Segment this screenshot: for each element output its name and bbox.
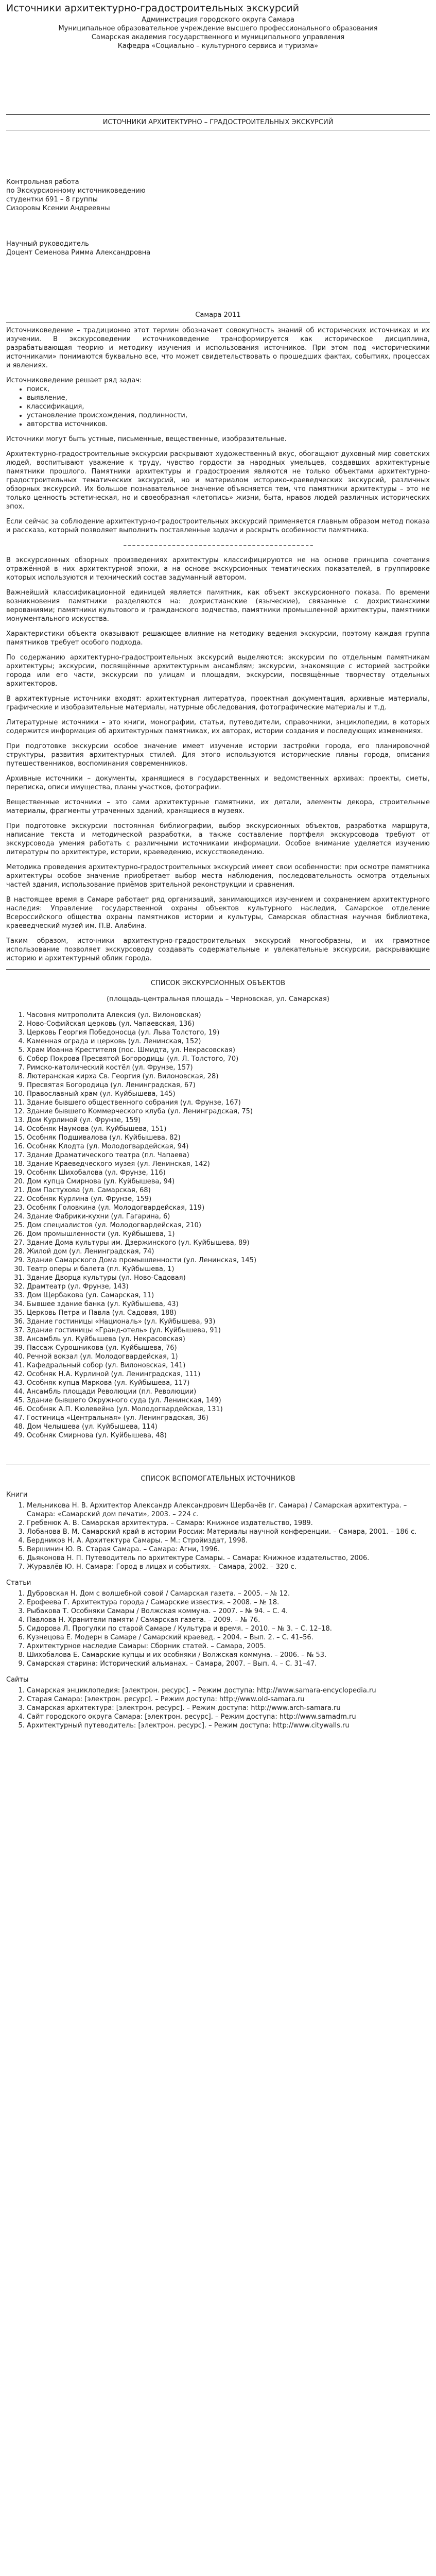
list-item: 29. Здание Самарского Дома промышленности (ул. Ленинская, 145) bbox=[27, 1256, 430, 1265]
list-item: 5. Архитектурный путеводитель: [электрон. ресурс]. – Режим доступа: http://www.citywalls.ru bbox=[27, 1721, 430, 1730]
list-item: 15. Особняк Подшивалова (ул. Куйбышева, 82) bbox=[27, 1133, 430, 1142]
list-item: 1. Часовня митрополита Алексия (ул. Вилоновская) bbox=[27, 1011, 430, 1020]
list-item: 2. Гребенюк А. В. Самарская архитектура. – Самара: Книжное издательство, 1989. bbox=[27, 1519, 430, 1528]
list-item: 23. Особняк Головкина (ул. Молодогвардейская, 119) bbox=[27, 1204, 430, 1212]
list-item: 26. Дом промышленности (ул. Куйбышева, 1) bbox=[27, 1230, 430, 1239]
list-item: 21. Дом Пастухова (ул. Самарская, 68) bbox=[27, 1186, 430, 1195]
body-paragraph: Архивные источники – документы, хранящиеся в государственных и ведомственных архивах: проекты, сметы, переписка, описи имущества, планы участков, фотографии. bbox=[6, 775, 430, 791]
divider-line bbox=[6, 114, 430, 115]
list-item: 16. Особняк Клодта (ул. Молодогвардейская, 94) bbox=[27, 1142, 430, 1151]
page-title: Источники архитектурно-градостроительных экскурсий bbox=[6, 3, 300, 14]
body-paragraph: Источники могут быть устные, письменные, вещественные, изобразительные. bbox=[6, 435, 287, 443]
meta-line: Сизоровы Ксении Андреевны bbox=[6, 205, 110, 212]
list-item: 45. Здание бывшего Окружного суда (ул. Ленинская, 149) bbox=[27, 1396, 430, 1405]
body-paragraph: Литературные источники – это книги, монографии, статьи, путеводители, справочники, энциклопедии, в которых содержится информация об архитектурных памятниках, их авторах, истории создания и последующих изменениях. bbox=[6, 719, 430, 735]
list-item: 3. Самарская архитектура: [электрон. ресурс]. – Режим доступа: http://www.arch-samara.ru bbox=[27, 1704, 430, 1713]
list-item: 35. Церковь Петра и Павла (ул. Садовая, 188) bbox=[27, 1309, 430, 1317]
list-item: 10. Православный храм (ул. Куйбышева, 145) bbox=[27, 1090, 430, 1098]
list-item: 25. Дом специалистов (ул. Молодогвардейская, 210) bbox=[27, 1221, 430, 1230]
list-item: 7. Журавлёв Ю. Н. Самара: Город в лицах и событиях. – Самара, 2002. – 320 с. bbox=[27, 1563, 430, 1571]
list-item: 44. Ансамбль площади Революции (пл. Революции) bbox=[27, 1387, 430, 1396]
list-item: 37. Здание гостиницы «Гранд-отель» (ул. Куйбышева, 91) bbox=[27, 1326, 430, 1335]
list-item: 24. Здание Фабрики-кухни (ул. Гагарина, 6) bbox=[27, 1212, 430, 1221]
meta-line: студентки 691 – 8 группы bbox=[6, 196, 98, 204]
list-item: 7. Архитектурное наследие Самары: Сборник статей. – Самара, 2005. bbox=[27, 1642, 430, 1651]
list-item: 38. Ансамбль ул. Куйбышева (ул. Некрасовская) bbox=[27, 1335, 430, 1344]
intro-paragraph: Источниковедение – традиционно этот термин обозначает совокупность знаний об исторических источниках и их изучении. В экскурсоведении источниковедение трансформируется как историческое дисциплина, разрабатывающая теорию и методику изучения и использования источников. При этом под «историческими источниками» понимаются буквально все, что может свидетельствовать о прошедших фактах, событиях, процессах и явлениях. bbox=[6, 327, 430, 369]
list-item: 5. Вершинин Ю. В. Старая Самара. – Самара: Агни, 1996. bbox=[27, 1545, 430, 1554]
list-item: 4. Каменная ограда и церковь (ул. Ленинская, 152) bbox=[27, 1037, 430, 1046]
list-item: 31. Здание Дворца культуры (ул. Ново-Садовая) bbox=[27, 1274, 430, 1282]
advisor-line: Доцент Семенова Римма Александровна bbox=[6, 249, 151, 257]
list-item: 4. Сайт городского округа Самара: [электрон. ресурс]. – Режим доступа: http://www.samadm.ru bbox=[27, 1713, 430, 1721]
body-paragraph: В архитектурные источники входят: архитектурная литература, проектная документация, архивные материалы, графические и изобразительные материалы, натурные обследования, фотографические материалы и т.д. bbox=[6, 695, 430, 711]
list-item: 3. Лобанова В. М. Самарский край в истории России: Материалы научной конференции. – Самара, 2001. – 186 с. bbox=[27, 1528, 430, 1536]
list-item: • авторства источников. bbox=[27, 420, 430, 429]
spacer bbox=[6, 1446, 430, 1462]
list-item: 2. Ново-Софийская церковь (ул. Чапаевская, 136) bbox=[27, 1020, 430, 1028]
spacer bbox=[6, 213, 430, 240]
spacer bbox=[6, 257, 430, 311]
list-item: 3. Рыбакова Т. Особняки Самары / Волжская коммуна. – 2007. – № 94. – С. 4. bbox=[27, 1607, 430, 1616]
list-item: 4. Бердников Н. А. Архитектура Самары. – М.: Стройиздат, 1998. bbox=[27, 1536, 430, 1545]
articles-label: Статьи bbox=[6, 1579, 31, 1587]
list-item: 41. Кафедральный собор (ул. Вилоновская, 141) bbox=[27, 1361, 430, 1370]
list-item: 6. Кузнецова Е. Модерн в Самаре / Самарский краевед. – 2004. – Вып. 2. – С. 41–56. bbox=[27, 1633, 430, 1642]
list-item: 1. Мельникова Н. В. Архитектор Александр Александрович Щербачёв (г. Самара) / Самарская архитектура. – Самара: «Самарский дом печати», 2003. – 224 с. bbox=[27, 1501, 430, 1519]
list-item: 46. Особняк А.П. Кюлевейна (ул. Молодогвардейская, 131) bbox=[27, 1405, 430, 1414]
spacer bbox=[6, 133, 430, 178]
list-item: 36. Здание гостиницы «Националь» (ул. Куйбышева, 93) bbox=[27, 1317, 430, 1326]
city-year: Самара 2011 bbox=[195, 311, 241, 319]
body-paragraph: Таким образом, источники архитектурно-градостроительных экскурсий многообразны, и их грамотное использование позволяет экскурсоводу создавать содержательные и увлекательные экскурсии, раскрывающие историю и архитектурный облик города. bbox=[6, 937, 430, 962]
list-item: 12. Здание бывшего Коммерческого клуба (ул. Ленинградская, 75) bbox=[27, 1107, 430, 1116]
spacer bbox=[6, 50, 430, 111]
list-item: 1. Самарская энциклопедия: [электрон. ресурс]. – Режим доступа: http://www.samara-encyclopedia.ru bbox=[27, 1686, 430, 1695]
list-item: 27. Здание Дома культуры им. Дзержинского (ул. Куйбышева, 89) bbox=[27, 1239, 430, 1247]
list-item: 22. Особняк Курлина (ул. Фрунзе, 159) bbox=[27, 1195, 430, 1204]
list-item: 5. Сидорова Л. Прогулки по старой Самаре / Культура и время. – 2010. – № 3. – С. 12–18. bbox=[27, 1624, 430, 1633]
header-line: Кафедра «Социально – культурного сервиса и туризма» bbox=[117, 42, 319, 50]
objects-subheading: (площадь-центральная площадь – Черновская, ул. Самарская) bbox=[107, 995, 329, 1003]
list-item: 4. Павлова Н. Хранители памяти / Самарская газета. – 2009. – № 76. bbox=[27, 1616, 430, 1624]
meta-line: Контрольная работа bbox=[6, 178, 79, 186]
list-item: 30. Театр оперы и балета (пл. Куйбышева, 1) bbox=[27, 1265, 430, 1274]
body-paragraph: Характеристики объекта оказывают решающее влияние на методику ведения экскурсии, поэтому каждая группа памятников требует особого подхода. bbox=[6, 630, 430, 647]
list-item: 18. Здание Краеведческого музея (ул. Ленинская, 142) bbox=[27, 1160, 430, 1168]
list-item: 20. Дом купца Смирнова (ул. Куйбышева, 94) bbox=[27, 1177, 430, 1186]
list-item: 40. Речной вокзал (ул. Молодогвардейская, 1) bbox=[27, 1352, 430, 1361]
list-item: 2. Старая Самара: [электрон. ресурс]. – Режим доступа: http://www.old-samara.ru bbox=[27, 1695, 430, 1704]
list-item: • поиск, bbox=[27, 385, 430, 394]
list-item: 3. Церковь Георгия Победоносца (ул. Льва Толстого, 19) bbox=[27, 1028, 430, 1037]
list-item: 17. Здание Драматического театра (пл. Чапаева) bbox=[27, 1151, 430, 1160]
list-item: 1. Дубровская Н. Дом с волшебной совой / Самарская газета. – 2005. – № 12. bbox=[27, 1589, 430, 1598]
list-item: 6. Дьяконова Н. П. Путеводитель по архитектуре Самары. – Самара: Книжное издательство, 2006. bbox=[27, 1554, 430, 1563]
sources-heading: СПИСОК ВСПОМОГАТЕЛЬНЫХ ИСТОЧНИКОВ bbox=[141, 1475, 295, 1483]
list-item: • выявление, bbox=[27, 394, 430, 402]
articles-list bbox=[6, 1589, 430, 1668]
list-item: 42. Особняк Н.А. Курлиной (ул. Ленинградская, 111) bbox=[27, 1370, 430, 1379]
header-line: Администрация городского округа Самара bbox=[142, 16, 294, 24]
list-item: 8. Шихобалова Е. Самарские купцы и их особняки / Волжская коммуна. – 2006. – № 53. bbox=[27, 1651, 430, 1659]
books-list bbox=[6, 1501, 430, 1571]
list-item: 8. Лютеранская кирха Св. Георгия (ул. Вилоновская, 28) bbox=[27, 1072, 430, 1081]
body-paragraph: В экскурсионных обзорных произведениях архитектуры классифицируются не на основе принципа сочетания отражённой в них архитектурной эпохи, а на основе экскурсионных тематических показателей, в группировке которых используются и технический состав задуманный автором. bbox=[6, 556, 430, 582]
dashed-divider: – – – – – – – – – – – – – – – – – – – – – – – – – – – – – – – – – – – – – – – – – – – bbox=[123, 541, 313, 549]
list-item: 6. Собор Покрова Пресвятой Богородицы (ул. Л. Толстого, 70) bbox=[27, 1055, 430, 1063]
list-item: 14. Особняк Наумова (ул. Куйбышева, 151) bbox=[27, 1125, 430, 1133]
divider-line bbox=[6, 969, 430, 970]
list-item: 39. Пассаж Сурошникова (ул. Куйбышева, 76) bbox=[27, 1344, 430, 1352]
body-paragraph: Методика проведения архитектурно-градостроительных экскурсий имеет свои особенности: при осмотре памятника архитектуры особое значение приобретает выбор места наблюдения, последовательность осмотра отдельных частей здания, использование приёмов зрительной реконструкции и сравнения. bbox=[6, 863, 430, 889]
list-item: 34. Бывшее здание банка (ул. Куйбышева, 43) bbox=[27, 1300, 430, 1309]
list-item: 5. Храм Иоанна Крестителя (пос. Шмидта, ул. Некрасовская) bbox=[27, 1046, 430, 1055]
books-label: Книги bbox=[6, 1491, 28, 1499]
body-paragraph: В настоящее время в Самаре работает ряд организаций, занимающихся изучением и сохранением архитектурного наследия: Управление государственной охраны объектов культурного наследия, Самарское отделение Всероссийского общества охраны памятников истории и культуры, Самарская областная научная библиотека, краеведческий музей им. П.В. Алабина. bbox=[6, 896, 430, 930]
list-item: 19. Особняк Шихобалова (ул. Фрунзе, 116) bbox=[27, 1168, 430, 1177]
list-item: 2. Ерофеева Г. Архитектура города / Самарские известия. – 2008. – № 18. bbox=[27, 1598, 430, 1607]
sites-list bbox=[6, 1686, 430, 1730]
list-item: 32. Драмтеатр (ул. Фрунзе, 143) bbox=[27, 1282, 430, 1291]
body-paragraph: При подготовке экскурсии постоянная библиографии, выбор экскурсионных объектов, разработка маршрута, написание текста и методической разработки, а также составление портфеля экскурсовода требуют от экскурсовода умения работать с различными источниками информации. Особое внимание уделяется изучению литературы по архитектуре, истории, краеведению, искусствоведению. bbox=[6, 822, 430, 856]
body-paragraph: Вещественные источники – это сами архитектурные памятники, их детали, элементы декора, строительные материалы, фрагменты утраченных зданий, хранящиеся в музеях. bbox=[6, 799, 430, 815]
list-item: 43. Особняк купца Маркова (ул. Куйбышева, 117) bbox=[27, 1379, 430, 1387]
institution-header bbox=[6, 15, 430, 50]
list-item: • установление происхождения, подлинности, bbox=[27, 411, 430, 420]
document-heading: ИСТОЧНИКИ АРХИТЕКТУРНО – ГРАДОСТРОИТЕЛЬНЫХ ЭКСКУРСИЙ bbox=[102, 118, 334, 126]
advisor-line: Научный руководитель bbox=[6, 240, 89, 248]
body-paragraph: При подготовке экскурсии особое значение имеет изучение истории застройки города, его планировочной структуры, развития архитектурных стилей. Для этого используются исторические планы города, описания путешественников, воспоминания современников. bbox=[6, 742, 430, 768]
body-paragraph: Если сейчас за соблюдение архитектурно-градостроительных экскурсий применяется главным образом метод показа и рассказа, который позволяет выполнить поставленные задачи и раскрыть особенности памятника. bbox=[6, 518, 430, 534]
body-paragraph: Архитектурно-градостроительные экскурсии раскрывают художественный вкус, обогащают духовный мир советских людей, воспитывают уважение к труду, чувство гордости за народных умельцев, создавших архитектурные памятники прошлого. Памятники архитектуры и градостроения являются не только объектами архитектурно-градостроительных тематических экскурсий, но и материалом историко-краеведческих экскурсий, различных обзорных экскурсий. Их большое познавательное значение объясняется тем, что памятники архитектуры – это не только ценность эстетическая, но и своеобразная «летопись» жизни, быта, нравов людей различных исторических эпох. bbox=[6, 450, 430, 511]
list-item: 9. Пресвятая Богородица (ул. Ленинградская, 67) bbox=[27, 1081, 430, 1090]
sites-label: Сайты bbox=[6, 1676, 29, 1684]
objects-heading: СПИСОК ЭКСКУРСИОННЫХ ОБЪЕКТОВ bbox=[150, 979, 286, 987]
list-item: 47. Гостиница «Центральная» (ул. Ленинградская, 36) bbox=[27, 1414, 430, 1422]
body-paragraph: Важнейший классификационной единицей является памятник, как объект экскурсионного показа. По времени возникновения памятники разделяются на: дохристианские (языческие), связанные с дохристианскими верованиями; памятники культового и гражданского зодчества, памятники промышленной архитектуры, памятники монументального искусства. bbox=[6, 589, 430, 623]
body-paragraph: По содержанию архитектурно-градостроительных экскурсий выделяются: экскурсии по отдельным памятникам архитектуры; экскурсии, посвящённые архитектурным ансамблям; экскурсии, знакомящие с историей застройки города или его части, экскурсии по улицам и площадям, экскурсии, посвящённые творчеству отдельных архитекторов. bbox=[6, 654, 430, 688]
tasks-label: Источниковедение решает ряд задач: bbox=[6, 377, 142, 384]
objects-list bbox=[6, 1011, 430, 1440]
list-item: 33. Дом Щербакова (ул. Самарская, 11) bbox=[27, 1291, 430, 1300]
list-item: 48. Дом Челышева (ул. Куйбышева, 114) bbox=[27, 1422, 430, 1431]
list-item: 49. Особняк Смирнова (ул. Куйбышева, 48) bbox=[27, 1431, 430, 1440]
list-item: 11. Здание бывшего общественного собрания (ул. Фрунзе, 167) bbox=[27, 1098, 430, 1107]
list-item: 28. Жилой дом (ул. Ленинградская, 74) bbox=[27, 1247, 430, 1256]
header-line: Самарская академия государственного и муниципального управления bbox=[91, 33, 345, 41]
list-item: • классификация, bbox=[27, 402, 430, 411]
tasks-list bbox=[6, 385, 430, 429]
header-line: Муниципальное образовательное учреждение высшего профессионального образования bbox=[58, 25, 378, 32]
list-item: 7. Римско-католический костёл (ул. Фрунзе, 157) bbox=[27, 1063, 430, 1072]
work-meta bbox=[6, 178, 430, 213]
list-item: 9. Самарская старина: Исторический альманах. – Самара, 2007. – Вып. 4. – С. 31–47. bbox=[27, 1659, 430, 1668]
list-item: 13. Дом Курлиной (ул. Фрунзе, 159) bbox=[27, 1116, 430, 1125]
advisor-block bbox=[6, 240, 430, 257]
meta-line: по Экскурсионному источниковедению bbox=[6, 187, 146, 195]
